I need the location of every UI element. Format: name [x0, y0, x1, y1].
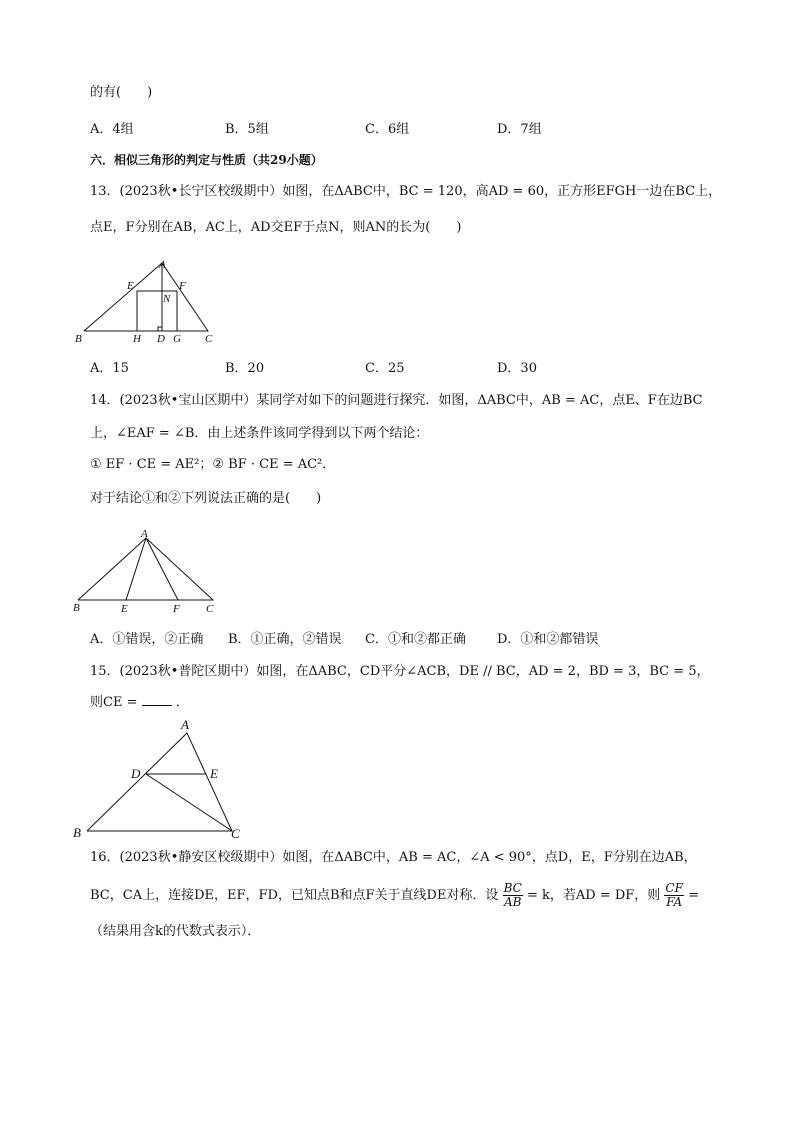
q14-segment-af	[146, 538, 178, 600]
q13-right-angle-mark	[158, 327, 162, 331]
q13-line1: 13．(2023秋•长宁区校级期中）如图，在ΔABC中，BC = 120，高AD = 60，正方形EFGH一边在BC上，	[90, 184, 722, 199]
q16-line2	[90, 880, 699, 912]
q15-line2	[90, 693, 189, 713]
q15-triangle	[87, 733, 232, 831]
q15-answer-blank[interactable]	[142, 693, 172, 706]
section-heading: 六．相似三角形的判定与性质（共29小题）	[90, 153, 323, 167]
q13-label-d: D	[157, 333, 165, 345]
q16-line2-c: =	[688, 888, 699, 903]
q15-line2-suffix: ．	[175, 695, 189, 710]
q15-label-e: E	[210, 766, 218, 781]
q16-fraction-cf-fa	[664, 882, 684, 909]
q14-line4: 对于结论①和②下列说法正确的是( )	[90, 491, 322, 506]
q15-label-d: D	[131, 766, 141, 781]
q14-triangle	[78, 538, 213, 600]
q15-segment-dc	[146, 774, 232, 831]
q13-option-a: A．15	[90, 361, 129, 376]
q16-fraction2-numerator: CF	[665, 881, 683, 895]
q12-option-b: B．5组	[225, 122, 269, 137]
q14-label-e: E	[121, 603, 128, 615]
q15-line2-prefix: 则CE =	[90, 695, 138, 710]
q14-label-c: C	[206, 603, 214, 615]
q14-label-a: A	[141, 528, 148, 540]
q13-option-d: D．30	[497, 361, 537, 376]
q14-option-c: C．①和②都正确	[365, 632, 466, 647]
q14-segment-ae	[126, 538, 146, 600]
q12-tail: 的有( )	[90, 85, 153, 100]
q14-option-d: D．①和②都错误	[497, 632, 599, 647]
q16-fraction1-numerator: BC	[503, 881, 522, 895]
q14-line1: 14．(2023秋•宝山区期中）某同学对如下的问题进行探究．如图，ΔABC中，AB = AC，点E、F在边BC	[90, 393, 703, 408]
q12-option-a: A．4组	[90, 122, 134, 137]
q13-label-e: E	[127, 280, 134, 292]
q16-fraction-bc-ab	[503, 882, 523, 909]
q13-label-f: F	[179, 280, 186, 292]
q16-line2-a: BC，CA上，连接DE，EF，FD，已知点B和点F关于直线DE对称．设	[90, 888, 499, 903]
q16-line3: （结果用含k的代数式表示）．	[90, 924, 261, 939]
q13-line2: 点E，F分别在AB，AC上，AD交EF于点N，则AN的长为( )	[90, 220, 462, 235]
q14-label-f: F	[173, 603, 180, 615]
q16-line1: 16．(2023秋•静安区校级期中）如图，在ΔABC中，AB = AC，∠A < 90°，点D，E，F分别在边AB，	[90, 850, 697, 865]
q16-fraction2-denominator: FA	[666, 895, 683, 909]
q13-option-b: B．20	[225, 361, 265, 376]
q14-option-b: B．①正确，②错误	[228, 632, 342, 647]
q12-option-c: C．6组	[365, 122, 410, 137]
q13-label-h: H	[133, 333, 141, 345]
q13-label-c: C	[205, 333, 213, 345]
q13-label-n: N	[163, 293, 171, 305]
q16-line2-b: = k，若AD = DF，则	[526, 888, 661, 903]
q15-label-b: B	[73, 825, 81, 840]
q13-square	[137, 291, 177, 331]
q15-line1: 15．(2023秋•普陀区期中）如图，在ΔABC，CD平分∠ACB，DE // BC，AD = 2，BD = 3，BC = 5，	[90, 664, 710, 679]
q15-label-c: C	[231, 826, 240, 841]
q16-fraction1-denominator: AB	[503, 895, 522, 909]
q13-label-a: A	[159, 259, 166, 271]
q13-option-c: C．25	[365, 361, 405, 376]
q14-option-a: A．①错误，②正确	[90, 632, 204, 647]
q14-label-b: B	[73, 602, 80, 614]
q14-line3: ① EF · CE = AE²；② BF · CE = AC²．	[90, 457, 336, 472]
q12-option-d: D．7组	[497, 122, 542, 137]
q15-label-a: A	[181, 717, 189, 732]
q13-label-g: G	[173, 333, 181, 345]
q14-line2: 上，∠EAF = ∠B．由上述条件该同学得到以下两个结论：	[90, 426, 429, 441]
q13-triangle	[84, 263, 208, 331]
q13-label-b: B	[75, 333, 82, 345]
